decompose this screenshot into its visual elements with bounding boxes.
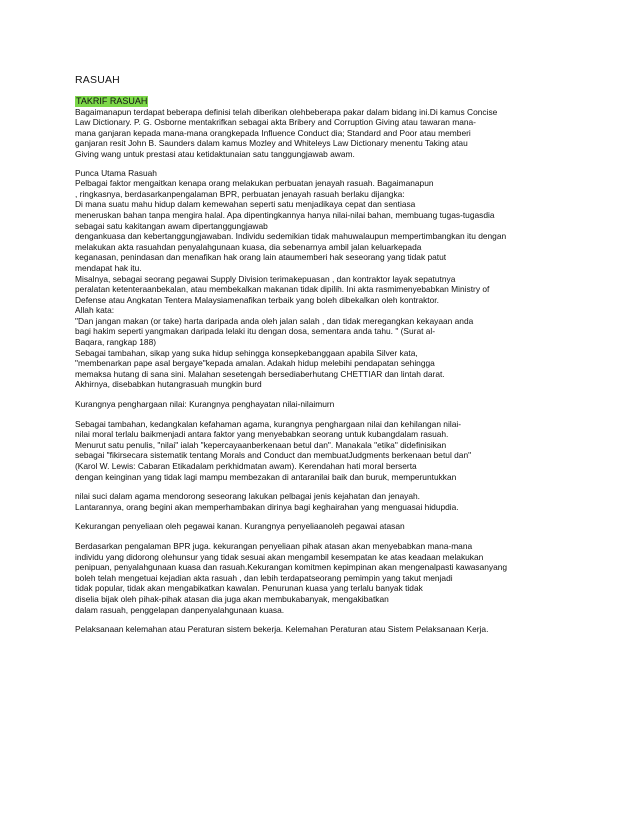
paragraph-values [75, 419, 620, 483]
text-line: Baqara, rangkap 188) [75, 337, 157, 348]
text-line: individu yang didorong olehunsur yang tidak sesuai akan mengambil kesempatan ke atas keadaan melakukan [75, 551, 484, 562]
paragraph-values-cont [75, 491, 620, 512]
text-line: mendapat hak itu. [75, 262, 142, 273]
text-line: Pelbagai faktor mengaitkan kenapa orang melakukan perbuatan jenayah rasuah. Bagaimanapun [75, 178, 434, 189]
text-line: sebagai satu kakitangan awam dipertanggungjawab [75, 220, 268, 231]
text-line: Pelaksanaan kelemahan atau Peraturan sistem bekerja. Kelemahan Peraturan atau Sistem Pelaksanaan Kerja. [75, 624, 489, 635]
text-line: Kekurangan penyeliaan oleh pegawai kanan. Kurangnya penyeliaanoleh pegawai atasan [75, 521, 405, 532]
text-line: Bagaimanapun terdapat beberapa definisi telah diberikan olehbeberapa pakar dalam bidang ini.Di kamus Concise [75, 106, 498, 117]
text-line: nilai moral terlalu baikmenjadi antara faktor yang menyebabkan seorang untuk kubangdalam rasuah. [75, 429, 449, 440]
paragraph-supervision-heading [75, 521, 620, 532]
text-line: boleh telah mengetuai kejadian akta rasuah , dan lebih terdapatseorang pemimpin yang takut menjadi [75, 572, 453, 583]
text-line: Sebagai tambahan, kedangkalan kefahaman agama, kurangnya penghargaan nilai dan kehilangan nilai- [75, 418, 461, 429]
text-line: Misalnya, sebagai seorang pegawai Supply Division terimakepuasan , dan kontraktor layak sepatutnya [75, 273, 456, 284]
text-line: bagi hakim seperti yangmakan daripada lelaki itu dengan dosa, sementara anda tahu. " (Surat al- [75, 326, 436, 337]
paragraph-definition [75, 107, 620, 160]
text-line: "membenarkan pape asal bergaye"kepada amalan. Adakah hidup melebihi pendapatan sehingga [75, 358, 435, 369]
text-line: diselia bijak oleh pihak-pihak atasan dia juga akan membukabanyak, mengakibatkan [75, 593, 389, 604]
text-line: sebagai "fikirsecara sistematik tentang Morals and Conduct dan membuatJudgments berkenaan betul dan" [75, 450, 472, 461]
text-line: peralatan ketenteraanbekalan, atau membekalkan makanan tidak dipilih. Ini akta rasmimenyebabkan Ministry of [75, 284, 490, 295]
text-line: Punca Utama Rasuah [75, 167, 157, 178]
paragraph-main-causes [75, 168, 620, 390]
text-line: ganjaran resit John B. Saunders dalam kamus Mozley and Whiteleys Law Dictionary menentu Taking atau [75, 138, 468, 149]
text-line: melakukan akta rasuahdan penyalahgunaan kuasa, dia sebenarnya ambil jalan keluarkepada [75, 241, 422, 252]
text-line: penipuan, penyalahgunaan kuasa dan rasuah.Kekurangan komitmen kepimpinan akan mengenalpasti kawasanyang [75, 562, 508, 573]
text-line: Allah kata: [75, 305, 115, 316]
text-line: Kurangnya penghargaan nilai: Kurangnya penghayatan nilai-nilaimurn [75, 399, 335, 410]
text-line: keganasan, penindasan dan menafikan hak orang lain ataumemberi hak seseorang yang tidak patut [75, 252, 447, 263]
text-line: dengankuasa dan kebertanggungjawaban. Individu sedemikian tidak mahuwalaupun mempertimbangkan itu dengan [75, 231, 507, 242]
text-line: Menurut satu penulis, "nilai" ialah "kepercayaanberkenaan betul dan". Manakala "etika" didefinisikan [75, 439, 447, 450]
text-line: Defense atau Angkatan Tentera Malaysiamenafikan terbaik yang boleh dibekalkan oleh kontraktor. [75, 294, 439, 305]
text-line: Sebagai tambahan, sikap yang suka hidup sehingga konsepkebanggaan apabila Silver kata, [75, 347, 418, 358]
text-line: Lantarannya, orang begini akan memperhambakan dirinya bagi keghairahan yang menguasai hidupdia. [75, 501, 459, 512]
text-line: memaksa hutang di sana sini. Malahan sesetengah bersediaberhutang CHETTIAR dan lintah darat. [75, 368, 445, 379]
text-line: meneruskan bahan tanpa mengira halal. Apa dipentingkannya hanya nilai-nilai bahan, membuang tugas-tugasdia [75, 209, 495, 220]
text-line: nilai suci dalam agama mendorong seseorang lakukan pelbagai jenis kejahatan dan jenayah. [75, 491, 421, 502]
paragraph-regulation [75, 624, 620, 635]
paragraph-supervision [75, 541, 620, 615]
text-line: tidak popular, tidak akan mengabikatkan kawalan. Penurunan kuasa yang terlalu banyak tidak [75, 583, 423, 594]
text-line: dengan keinginan yang tidak lagi mampu membezakan di antaranilai baik dan buruk, memperuntukkan [75, 471, 457, 482]
text-line: dalam rasuah, penggelapan danpenyalahgunaan kuasa. [75, 604, 285, 615]
text-line: (Karol W. Lewis: Cabaran Etikadalam perkhidmatan awam). Kerendahan hati moral berserta [75, 461, 417, 471]
text-line: Law Dictionary. P. G. Osborne mentakrifkan sebagai akta Bribery and Corruption Giving atau tawaran mana- [75, 117, 476, 128]
text-line: mana ganjaran kepada mana-mana orangkepada Influence Conduct dia; Standard and Poor atau memberi [75, 127, 471, 138]
text-line: , ringkasnya, berdasarkanpengalaman BPR, perbuatan jenayah rasuah berlaku dijangka: [75, 188, 405, 199]
highlighted-heading: TAKRIF RASUAH [76, 96, 148, 106]
paragraph-values-heading [75, 399, 620, 410]
text-line: Akhirnya, disebabkan hutangrasuah mungkin burd [75, 379, 262, 390]
text-line: Berdasarkan pengalaman BPR juga. kekurangan penyeliaan pihak atasan akan menyebabkan mana-mana [75, 540, 473, 551]
text-line: Di mana suatu mahu hidup dalam kemewahan seperti satu menjadikaya cepat dan sentiasa [75, 199, 416, 210]
text-line: Giving wang untuk prestasi atau ketidaktunaian satu tanggungjawab awam. [75, 148, 355, 159]
document-title: RASUAH [75, 74, 120, 86]
text-line: "Dan jangan makan (or take) harta daripada anda oleh jalan salah , dan tidak meregangkan kekayaan anda [75, 315, 474, 326]
document-page [75, 74, 620, 635]
